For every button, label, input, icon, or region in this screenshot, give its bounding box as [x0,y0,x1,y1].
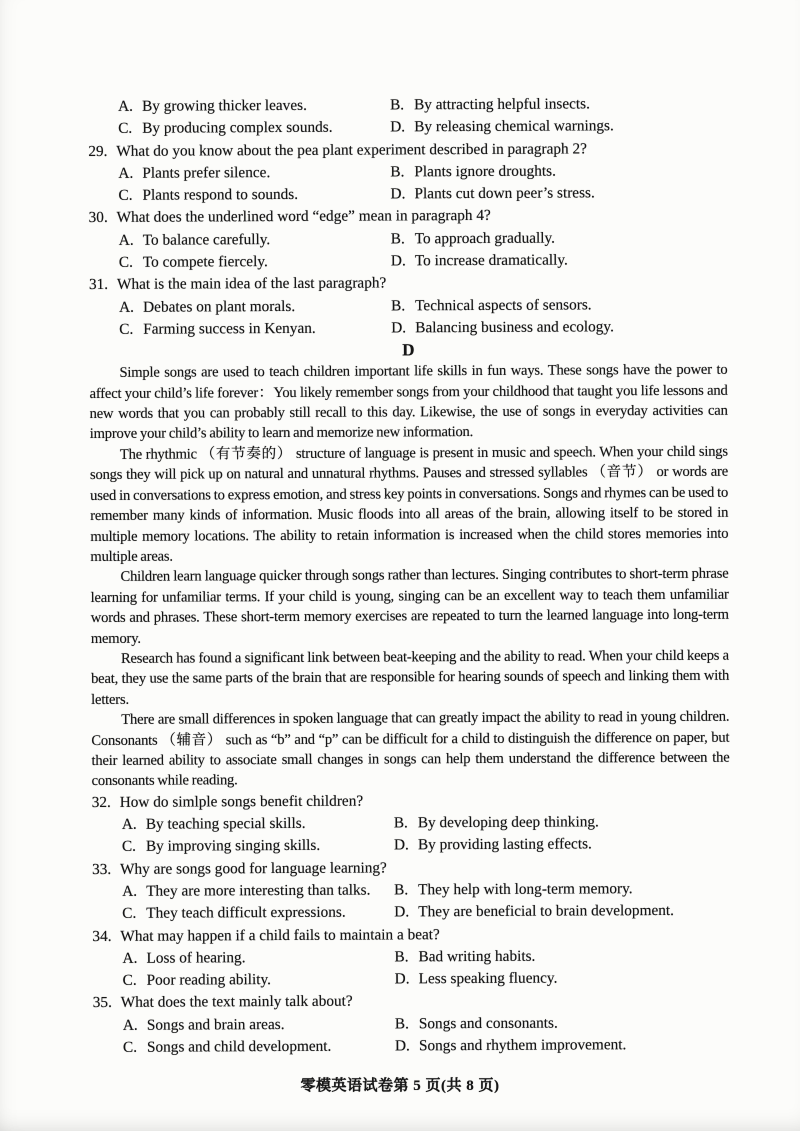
option-text: To balance carefully. [142,230,271,249]
page-footer: 零模英语试卷第 5 页(共 8 页) [300,1078,500,1094]
option-b [390,160,726,184]
option-letter: B. [391,297,406,315]
option-letter: A. [122,949,138,967]
option-letter: D. [394,1037,410,1055]
option-text: By releasing chemical warnings. [414,117,614,136]
option-d [391,249,727,273]
passage-paragraph: There are small differences in spoken language that can greatly impact the ability to read in young children. Consonants （辅音） such as “b” and “p” can be difficult for a child to distinguish the difference on paper, but their learned ability to associate small changes in songs can help them understand the difference between the consonants while reading. [91,708,730,790]
option-text: Songs and child development. [146,1037,332,1056]
option-text: They teach difficult expressions. [146,903,346,922]
option-a [118,161,390,185]
option-letter: C. [121,838,137,856]
option-text: To approach gradually. [414,229,556,248]
option-c [118,184,390,208]
question-stem: How do simlple songs benefit children? [119,792,364,811]
question-stem: What is the main idea of the last paragraph? [116,274,387,294]
option-a [123,1013,395,1037]
option-text: Debates on plant morals. [143,297,296,316]
option-b [394,945,730,969]
option-c [119,317,391,341]
option-d [390,182,726,206]
option-letter: D. [394,903,410,921]
option-letter: D. [390,118,406,136]
question-number: 31. [88,276,109,294]
option-a [119,295,391,319]
option-letter: C. [118,186,133,205]
option-letter: B. [390,163,405,181]
option-text: Plants respond to sounds. [142,186,299,204]
option-letter: C. [119,320,134,338]
option-text: To increase dramatically. [414,251,568,270]
question-stem: What does the text mainly talk about? [120,993,353,1012]
option-text: They are beneficial to brain development. [418,902,675,921]
passage-paragraph: Children learn language quicker through songs rather than lectures. Singing contributes to short-term phrase learning for unfamiliar terms. If your child is young, singing can be an excellent way to teach them unfamiliar words and phrases. These short-term memory exercises are repeated to turn the learned language into long-term memory. [90,565,729,647]
option-letter: A. [118,231,134,249]
option-text: By teaching special skills. [145,814,306,833]
question-number: 30. [88,209,108,227]
question-number: 35. [92,994,112,1012]
option-letter: C. [122,971,137,990]
question-number: 34. [92,927,112,945]
option-letter: B. [390,96,405,114]
page-content [88,93,731,1060]
option-letter: B. [394,881,409,899]
option-letter: D. [390,185,406,203]
option-letter: D. [390,252,406,270]
option-text: Technical aspects of sensors. [415,296,592,314]
option-b [394,811,730,835]
option-letter: D. [391,319,407,337]
option-text: Plants ignore droughts. [414,162,556,181]
option-b [394,878,730,902]
option-letter: D. [394,970,410,988]
question-stem: Why are songs good for language learning? [120,859,387,878]
option-d [394,900,730,924]
option-letter: A. [119,298,135,316]
question-32-options [92,811,730,859]
option-text: Less speaking fluency. [418,969,558,988]
question-29-options [88,160,726,208]
question-stem: What do you know about the pea plant experiment described in paragraph 2? [116,139,587,160]
option-text: By producing complex sounds. [142,119,333,138]
option-text: Balancing business and ecology. [415,318,614,337]
option-d [391,316,727,340]
question-31-options [89,293,727,341]
question-28-options [88,93,726,141]
passage-paragraph: The rhythmic （有节奏的） structure of language is present in music and speech. When your child sings songs they will pick up on natural and unnatural rhythms. Pauses and stressed syllables （音节） or words are used in conversations to express emotion, and stress key points in conversations. Songs and rhymes can be used to remember many kinds of information. Music floods into all areas of the brain, allowing itself to be stored in multiple memory locations. The ability to retain information is increased when the child stores memories into multiple areas. [89,443,729,565]
option-a [119,228,391,252]
question-stem: What may happen if a child fails to maintain a beat? [120,925,440,945]
option-letter: A. [118,97,133,115]
option-text: By growing thicker leaves. [142,96,307,115]
option-a [122,879,394,903]
option-letter: B. [394,948,409,966]
option-text: To compete fiercely. [142,253,268,271]
option-c [123,969,395,993]
option-b [391,293,727,317]
option-letter: B. [394,1015,409,1033]
option-text: They help with long-term memory. [418,880,633,899]
question-number: 29. [88,142,108,160]
option-d [390,115,726,139]
option-text: Farming success in Kenyan. [143,319,316,338]
question-35 [93,989,731,1059]
option-c [123,1035,395,1059]
passage-section-label: D [402,340,415,360]
question-29 [88,137,726,207]
option-letter: C. [118,120,133,138]
question-30 [89,204,727,274]
option-d [395,967,731,991]
option-letter: A. [118,164,134,182]
option-a [122,946,394,970]
question-34-options [92,945,730,993]
question-35-options [93,1011,731,1059]
option-text: They are more interesting than talks. [146,881,371,900]
question-32 [92,788,730,858]
option-c [122,902,394,926]
option-text: Plants cut down peer’s stress. [414,184,595,203]
option-letter: A. [121,815,137,833]
option-b [391,226,727,250]
option-text: Plants prefer silence. [142,163,271,182]
passage-paragraph: Simple songs are used to teach children important life skills in fun ways. These songs have the power to affect your child’s life forever：You likely remember songs from your childhood that taught you life lessons and new words that you can probably still recall to this day. Likewise, the use of songs in everyday activities can improve your child’s ability to learn and memorize new information. [89,361,728,443]
option-text: Songs and consonants. [418,1014,558,1033]
option-letter: B. [390,230,405,248]
question-number: 33. [92,860,112,878]
option-text: By attracting helpful insects. [414,95,590,114]
option-text: Loss of hearing. [146,949,246,967]
option-text: By developing deep thinking. [417,813,599,832]
question-30-options [89,226,727,274]
option-text: By providing lasting effects. [417,835,592,854]
question-33-options [92,878,730,926]
option-a [122,813,394,837]
option-c [118,117,390,141]
option-letter: A. [122,882,138,900]
option-text: By improving singing skills. [145,837,321,856]
option-text: Poor reading ability. [146,971,272,989]
question-28 [88,93,726,141]
option-b [395,1011,731,1035]
option-d [395,1034,731,1058]
option-c [122,835,394,859]
question-33 [92,855,730,925]
option-d [394,833,730,857]
option-text: Bad writing habits. [418,947,536,966]
option-b [390,93,726,117]
option-c [119,250,391,274]
question-31 [89,271,727,341]
option-letter: D. [393,836,409,854]
passage-d [89,360,729,792]
option-letter: A. [122,1016,138,1034]
question-34 [92,922,730,992]
question-number: 32. [91,793,111,811]
option-letter: C. [122,1038,138,1056]
option-text: Songs and rhythem improvement. [418,1036,627,1055]
option-letter: B. [393,814,408,832]
question-stem: What does the underlined word “edge” mean in paragraph 4? [116,207,491,227]
option-a [118,94,390,118]
passage-paragraph: Research has found a significant link between beat-keeping and the ability to read. When your child keeps a beat, they use the same parts of the brain that are responsible for hearing sounds of speech and linking them with letters. [91,647,730,708]
option-letter: C. [118,253,133,271]
option-letter: C. [122,905,137,923]
option-text: Songs and brain areas. [146,1015,285,1034]
